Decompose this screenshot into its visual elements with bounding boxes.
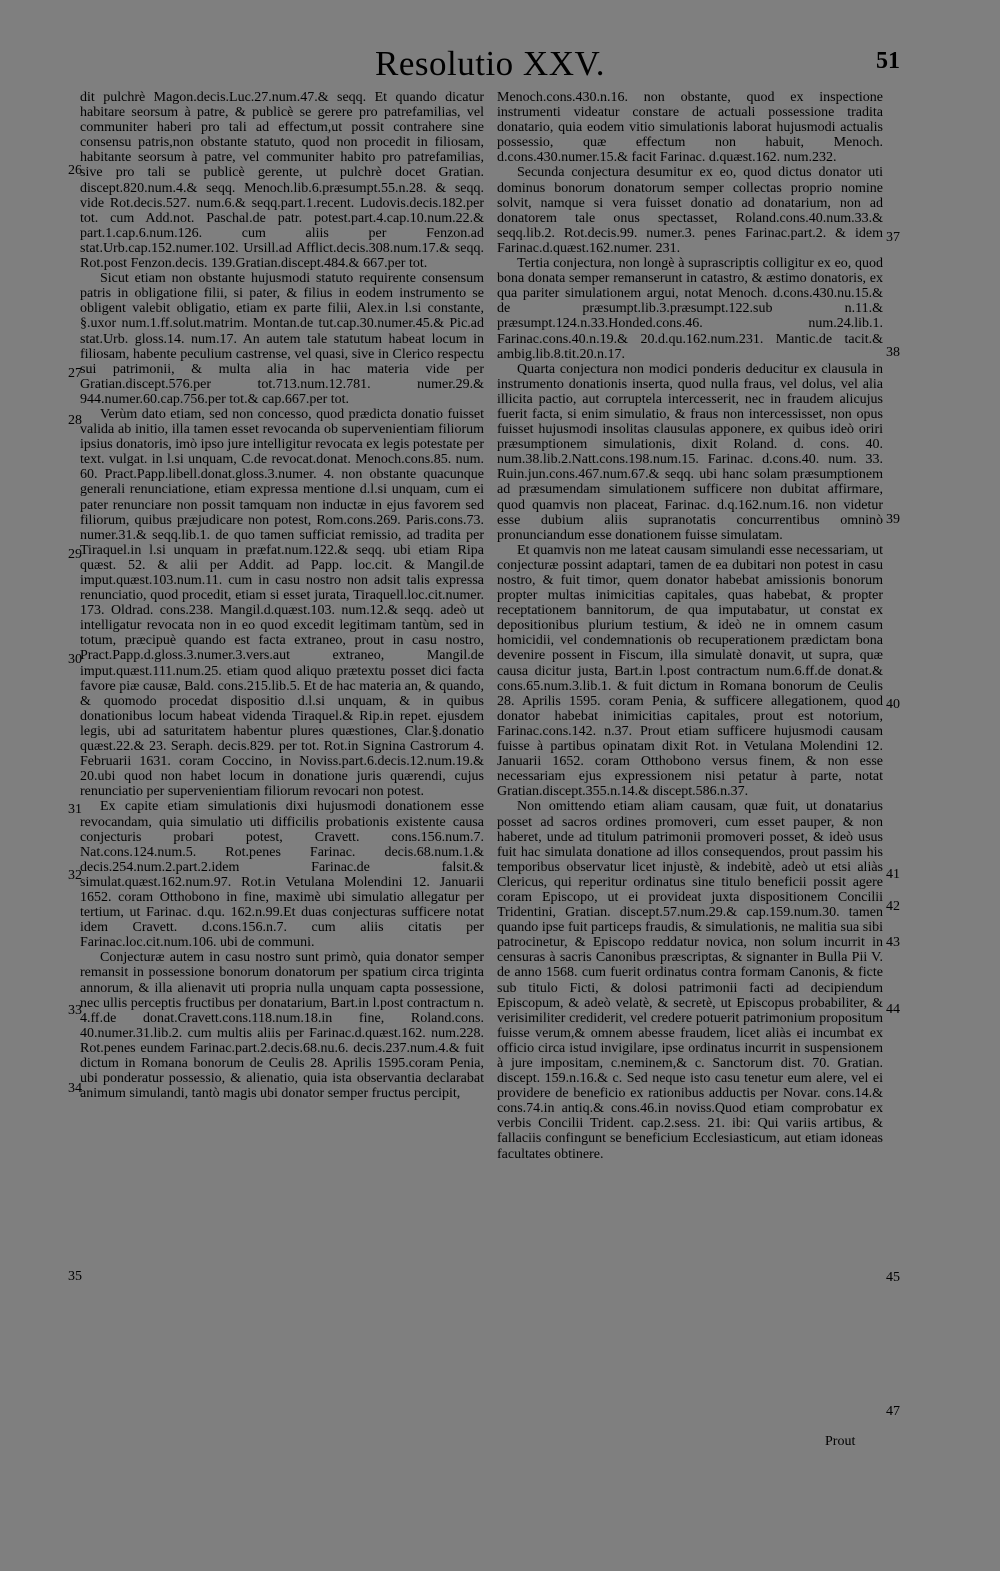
paragraph: Non omittendo etiam aliam causam, quæ fuit, ut donatarius posset ad sacros ordines promoveri, cum esset pauper, & non haberet, unde ad titulum patrimonii promoveri posset, & ideò usus fuit hac simulata donatione ad illos consequendos, prout passim his temporibus observatur licet injustè, & indebitè, adeò ut etsi aliàs Clericus, qui reperitur ordinatus sine titulo beneficii possit agere coram Episcopo, ut ei provideat juxta dispositionem Concilii Tridentini, Gratian. discept.57.num.29.& cap.159.num.30. tamen quando ipse fuit particeps fraudis, & simulationis, ne malitia sua sibi patrocinetur, & Episcopo reddatur novica, non solum incurrit in censuras à sacris Canonibus præscriptas, & signanter in Bulla Pii V. de anno 1568. cum fuerit ordinatus contra formam Canonis, & ficte sub titulo Ficti, & dolosi patrimonii facti ad decipiendum Episcopum, & adeò velatè, & secretè, ut Episcopus probabiliter, & verisimiliter crediderit, vel credere potuerit patrimonium propositum fuisse verum,& omnem abesse fraudem, licet aliàs ei incumbat ex officio circa istud invigilare, ipse ordinatus incurrit in suspensionem à jure impositam, c.neminem,& c. Sanctorum dist. 70. Gratian. discept. 159.n.16.& c. Sed neque isto casu tenetur eum alere, vel ei providere de beneficio ex rationibus adductis per Novar. cons.14.& cons.74.in antiq.& cons.46.in noviss.Quod etiam comprobatur ex verbis Concilii Trident. cap.2.sess. 21. ibi: Qui variis artibus, & fallaciis confingunt se beneficium Ecclesiasticum, aut etiam idoneas facultates obtinere. — [497, 799, 883, 1162]
left-column — [80, 90, 484, 1530]
margin-number: 31 — [68, 802, 82, 817]
margin-number: 26 — [68, 163, 82, 178]
margin-number: 30 — [68, 652, 82, 667]
paragraph: Conjecturæ autem in casu nostro sunt primò, quia donator semper remansit in possessione bonorum donatorum per spatium circa triginta annorum, & illa alienavit uti propria nulla unquam capta possessione, nec ullis perceptis fructibus per donatarium, Bart.in l.post contractum n. 4.ff.de donat.Cravett.cons.118.num.18.in fine, Roland.cons. 40.numer.31.lib.2. cum multis aliis per Farinac.d.quæst.162. num.228. Rot.penes eundem Farinac.part.2.decis.68.nu.6. decis.237.num.4.& fuit dictum in Romana bonorum de Ceulis 28. Aprilis 1595.coram Penia, ubi ponderatur possessio, & alienatio, quia ista observantia declarabat animum simulandi, tantò magis ubi donator semper fructus percipit, — [80, 950, 484, 1102]
paragraph: Secunda conjectura desumitur ex eo, quod dictus donator uti dominus bonorum donatorum semper collectas proprio nomine solvit, namque si vera fuisset donatio ad donatarium, non ad donatorem tale onus spectasset, Roland.cons.40.num.33.& seqq.lib.2. Rot.decis.99. numer.3. penes Farinac.part.2. & idem Farinac.d.quæst.162.numer. 231. — [497, 165, 883, 256]
margin-number: 34 — [68, 1081, 82, 1096]
page-number: 51 — [876, 48, 900, 74]
margin-number: 29 — [68, 547, 82, 562]
margin-number: 41 — [886, 867, 900, 882]
paragraph: Ex capite etiam simulationis dixi hujusmodi donationem esse revocandam, quia simulatio uti difficilis probationis existente causa conjecturis probari potest, Cravett. cons.156.num.7. Nat.cons.124.num.5. Rot.penes Farinac. decis.68.num.1.& decis.254.num.2.part.2.idem Farinac.de falsit.& simulat.quæst.162.num.97. Rot.in Vetulana Molendini 12. Januarii 1652. coram Otthobono in fine, maximè ubi simulatio allegatur per tertium, ut Farinac. d.qu. 162.n.99.Et duas conjecturas sufficere notat idem Cravett. d.cons.156.n.7. cum aliis citatis per Farinac.loc.cit.num.106. ubi de communi. — [80, 799, 484, 951]
margin-number: 43 — [886, 935, 900, 950]
margin-number: 40 — [886, 697, 900, 712]
margin-number: 33 — [68, 1003, 82, 1018]
margin-number: 42 — [886, 899, 900, 914]
margin-number: 27 — [68, 366, 82, 381]
paragraph: Menoch.cons.430.n.16. non obstante, quod ex inspectione instrumenti videatur constare de actuali possessione tradita donatario, quia eodem vitio simulationis laborat hujusmodi actualis possessio, quæ effectum non habuit, Menoch. d.cons.430.numer.15.& facit Farinac. d.quæst.162. num.232. — [497, 90, 883, 166]
page-title: Resolutio XXV. — [375, 44, 605, 83]
margin-number: 44 — [886, 1002, 900, 1017]
right-column — [497, 90, 883, 1530]
margin-number: 38 — [886, 345, 900, 360]
margin-number: 32 — [68, 868, 82, 883]
paragraph: Sicut etiam non obstante hujusmodi statuto requirente consensum patris in obligatione filii, si pater, & filius in eodem instrumento se obligent valebit obligatio, etiam ex parte filii, Alex.in l.si constante, §.uxor num.1.ff.solut.matrim. Montan.de tut.cap.30.numer.45.& Pic.ad stat.Urb. gloss.14. num.17. An autem tale statutum habeat locum in filiosam, habente peculium castrense, vel quasi, sive in Clerico respectu sui patrimonii, & multa alia in hac materia vide per Gratian.discept.576.per tot.713.num.12.781. numer.29.& 944.numer.60.cap.756.per tot.& cap.667.per tot. — [80, 271, 484, 407]
margin-number: 37 — [886, 230, 900, 245]
margin-number: 45 — [886, 1270, 900, 1285]
margin-number: 47 — [886, 1404, 900, 1419]
page-header — [80, 44, 900, 84]
paragraph: Tertia conjectura, non longè à suprascriptis colligitur ex eo, quod bona donata semper remanserunt in catastro, & æstimo donatoris, ex qua pariter simulationem argui, notat Menoch. d.cons.430.nu.15.& de præsumpt.lib.3.præsumpt.122.sub n.11.& præsumpt.124.n.33.Honded.cons.46. num.24.lib.1. Farinac.cons.40.n.19.& 20.d.qu.162.num.231. Mantic.de tacit.& ambig.lib.8.tit.20.n.17. — [497, 256, 883, 362]
margin-number: 35 — [68, 1269, 82, 1284]
paragraph: dit pulchrè Magon.decis.Luc.27.num.47.& seqq. Et quando dicatur habitare seorsum à patre, & publicè se gerere pro patrefamilias, vel communiter haberi pro tali ad effectum,ut possit contrahere sine consensu patris,non obstante statuto, quod non procedit in filiosam, habitante seorsum à patre, vel communiter habito pro patrefamilias, sive pro tali se publicè gerente, ut pulchrè docet Gratian. discept.820.num.4.& seqq. Menoch.lib.6.præsumpt.55.n.28. & seqq. vide Rot.decis.527. num.6.& seqq.part.1.recent. Ludovis.decis.182.per tot. cum Add.not. Paschal.de patr. potest.part.4.cap.10.num.22.& part.1.cap.6.num.126. cum aliis per Fenzon.ad stat.Urb.cap.152.numer.102. Ursill.ad Afflict.decis.308.num.17.& seqq. Rot.post Fenzon.decis. 139.Gratian.discept.484.& 667.per tot. — [80, 90, 484, 272]
paragraph: Quarta conjectura non modici ponderis deducitur ex clausula in instrumento donationis inserta, quod nulla fraus, vel dolus, vel alia illicita pactio, aut corruptela intercesserit, nec in fraudem alicujus fuerit facta, si enim simulatio, & fraus non intercessisset, non opus fuisset hujusmodi insolitas clausulas apponere, ex quibus ideò oriri præsumptionem simulationis, dixit Roland. d. cons. 40. num.38.lib.2.Natt.cons.198.num.15. Farinac. d.cons.40. num. 33. Ruin.jun.cons.467.num.67.& seqq. ubi hanc solam præsumptionem ad præsumendam simulationem sufficere non dubitat affirmare, quod quamvis non placeat, Farinac. d.q.162.num.16. non videtur esse dubium aliis supranotatis concurrentibus omninò pronunciandum esse donationem fuisse simulatam. — [497, 361, 883, 543]
margin-number: 39 — [886, 512, 900, 527]
paragraph: Et quamvis non me lateat causam simulandi esse necessariam, ut conjecturæ possint adaptari, tamen de ea dubitari non potest in casu nostro, & fuit timor, quem donator habebat amissionis bonorum propter multas inimicitias capitales, quas habebat, & propter receptationem bannitorum, de qua imputabatur, ut constat ex depositionibus plurium testium, & ideò ne in omnem casum homicidii, vel condemnationis ob recuperationem prædictam bona devenire possent in Fiscum, illa simulatè donavit, ut supra, quæ causa dicitur justa, Bart.in l.post contractum num.6.ff.de donat.& cons.65.num.3.lib.1. & fuit dictum in Romana bonorum de Ceulis 28. Aprilis 1595. coram Penia, & sufficere allegationem, quod donator habebat inimicitias capitales, prout est notorium, Farinac.cons.142. n.37. Prout etiam sufficere hujusmodi causam fuisse à partibus opinatam dixit Rot. in Vetulana Molendini 12. Januarii 1652. coram Otthobono versus finem, & non esse necessariam ejus expressionem nisi petatur à parte, notat Gratian.discept.355.n.14.& discept.586.n.37. — [497, 542, 883, 800]
margin-number: 28 — [68, 413, 82, 428]
paragraph: Verùm dato etiam, sed non concesso, quod prædicta donatio fuisset valida ab initio, illa tamen esset revocanda ob supervenientiam filiorum ipsius donatoris, imò ipso jure intelligitur revocata ex legis potestate per text. vulgat. in l.si unquam, C.de revocat.donat. Menoch.cons.85. num. 60. Pract.Papp.libell.donat.gloss.3.numer. 4. non obstante quacunque generali renunciatione, etiam expressa mentione d.l.si unquam, cum ei pater renunciare non possit tamquam non inductæ in ejus favorem sed filiorum, quibus præjudicare non potest, Rom.cons.269. Paris.cons.73. numer.31.& seqq.lib.1. de quo tamen sufficiat remissio, ad tradita per Tiraquel.in l.si unquam in præfat.num.122.& seqq. ubi etiam Ripa quæst. 52. & alii per Addit. ad Papp. loc.cit. & Mangil.de imput.quæst.103.num.11. cum in casu nostro non adsit talis expressa renunciatio, quod procedit, etiam si esset jurata, Tiraquell.loc.cit.numer. 173. Oldrad. cons.238. Mangil.d.quæst.103. num.12.& seqq. adeò ut intelligatur revocata non in eo quod excedit legitimam tantùm, sed in totum, præcipuè quando est facta extraneo, prout in casu nostro, Pract.Papp.d.gloss.3.numer.3.vers.aut extraneo, Mangil.de imput.quæst.111.num.25. etiam quod aliquo prætextu posset dici facta favore piæ causæ, Bald. cons.215.lib.5. Et de hac materia an, & quando, & quomodo procedat dispositio d.l.si unquam, & in quibus donationibus locum habeat videnda Tiraquel.& Rip.in repet. ejusdem legis, ubi ad saturitatem habentur plures quæstiones, Clar.§.donatio quæst.22.& 23. Seraph. decis.829. per tot. Rot.in Signina Castrorum 4. Februarii 1631. coram Coccino, in Noviss.part.6.decis.12.num.19.& 20.ubi quod non habet locum in donatione juris quærendi, cujus renunciatio per supervenientiam filiorum revocari non potest. — [80, 406, 484, 800]
catchword: Prout — [825, 1434, 856, 1449]
